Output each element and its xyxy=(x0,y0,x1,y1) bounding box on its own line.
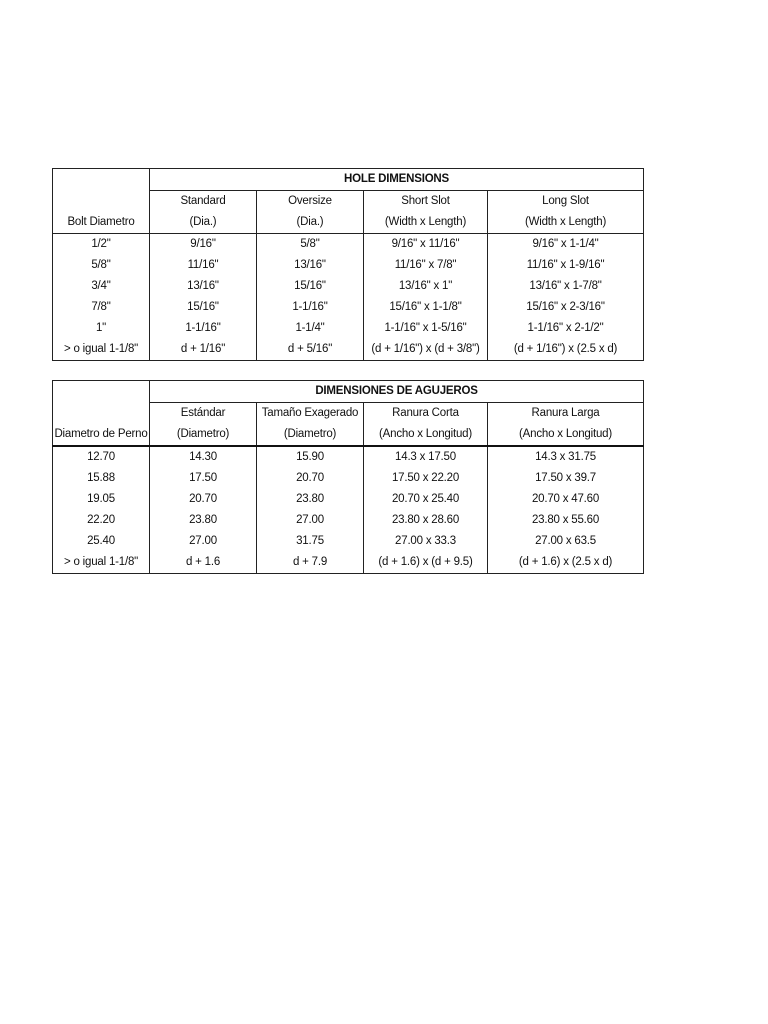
column-header: Ranura Corta xyxy=(364,403,488,425)
table-cell: > o igual 1-1/8" xyxy=(53,552,150,574)
hole-dimensions-table xyxy=(52,168,644,361)
table-cell: 19.05 xyxy=(53,489,150,510)
table-row xyxy=(53,531,644,552)
table-cell: 20.70 x 25.40 xyxy=(364,489,488,510)
column-subheader: (Ancho x Longitud) xyxy=(488,424,644,446)
table-cell: (d + 1/16") x (d + 3/8") xyxy=(364,339,488,361)
table-cell: 25.40 xyxy=(53,531,150,552)
column-subheader: (Diametro) xyxy=(150,424,257,446)
table-cell: 15/16" x 2-3/16" xyxy=(488,297,644,318)
table-cell: 23.80 x 28.60 xyxy=(364,510,488,531)
table-cell: 20.70 x 47.60 xyxy=(488,489,644,510)
table-cell: (d + 1/16") x (2.5 x d) xyxy=(488,339,644,361)
table-cell: (d + 1.6) x (d + 9.5) xyxy=(364,552,488,574)
table-cell: 11/16" xyxy=(150,255,257,276)
table-cell: 13/16" xyxy=(257,255,364,276)
table-cell: d + 7.9 xyxy=(257,552,364,574)
table-row xyxy=(53,234,644,256)
table-cell: 27.00 x 63.5 xyxy=(488,531,644,552)
row-header: Diametro de Perno xyxy=(53,424,150,446)
table-cell: 14.3 x 17.50 xyxy=(364,446,488,468)
table-cell: 15/16" xyxy=(257,276,364,297)
column-subheader: (Dia.) xyxy=(257,212,364,234)
table-cell: 5/8" xyxy=(53,255,150,276)
table-cell: 27.00 x 33.3 xyxy=(364,531,488,552)
table-cell: 20.70 xyxy=(257,468,364,489)
dimensiones-agujeros-table xyxy=(52,380,644,574)
table-title: DIMENSIONES DE AGUJEROS xyxy=(150,381,644,403)
table-cell: 13/16" x 1" xyxy=(364,276,488,297)
table-cell: 15/16" x 1-1/8" xyxy=(364,297,488,318)
column-header: Standard xyxy=(150,191,257,213)
column-subheader: (Width x Length) xyxy=(364,212,488,234)
table-cell: 20.70 xyxy=(150,489,257,510)
table-cell: d + 5/16" xyxy=(257,339,364,361)
table-cell: 1-1/16" x 2-1/2" xyxy=(488,318,644,339)
table-title: HOLE DIMENSIONS xyxy=(150,169,644,191)
column-header: Estándar xyxy=(150,403,257,425)
column-header: Short Slot xyxy=(364,191,488,213)
table-cell: 15.90 xyxy=(257,446,364,468)
table-row xyxy=(53,552,644,574)
column-subheader: (Width x Length) xyxy=(488,212,644,234)
table-cell: 1-1/16" xyxy=(150,318,257,339)
column-header: Tamaño Exagerado xyxy=(257,403,364,425)
table-cell: 9/16" xyxy=(150,234,257,256)
table-cell: 15/16" xyxy=(150,297,257,318)
row-header-spacer xyxy=(53,191,150,213)
table-cell: 9/16" x 11/16" xyxy=(364,234,488,256)
table-cell: 1-1/16" xyxy=(257,297,364,318)
table-row xyxy=(53,297,644,318)
corner-cell xyxy=(53,381,150,403)
table-cell: 9/16" x 1-1/4" xyxy=(488,234,644,256)
column-subheader: (Dia.) xyxy=(150,212,257,234)
table-cell: 14.30 xyxy=(150,446,257,468)
table-row xyxy=(53,489,644,510)
table-row xyxy=(53,339,644,361)
table-cell: 22.20 xyxy=(53,510,150,531)
table-cell: 14.3 x 31.75 xyxy=(488,446,644,468)
table-cell: 1" xyxy=(53,318,150,339)
table-cell: 15.88 xyxy=(53,468,150,489)
table-cell: 5/8" xyxy=(257,234,364,256)
table-cell: (d + 1.6) x (2.5 x d) xyxy=(488,552,644,574)
column-header: Oversize xyxy=(257,191,364,213)
table-row xyxy=(53,318,644,339)
table-row xyxy=(53,468,644,489)
table-cell: 13/16" x 1-7/8" xyxy=(488,276,644,297)
table-cell: 27.00 xyxy=(150,531,257,552)
table-cell: 1-1/16" x 1-5/16" xyxy=(364,318,488,339)
table-cell: > o igual 1-1/8" xyxy=(53,339,150,361)
column-subheader: (Diametro) xyxy=(257,424,364,446)
table-cell: 11/16" x 7/8" xyxy=(364,255,488,276)
table-cell: 17.50 x 22.20 xyxy=(364,468,488,489)
table-cell: 13/16" xyxy=(150,276,257,297)
table-cell: d + 1.6 xyxy=(150,552,257,574)
table-row xyxy=(53,276,644,297)
table-cell: 31.75 xyxy=(257,531,364,552)
table-cell: 12.70 xyxy=(53,446,150,468)
table-row xyxy=(53,510,644,531)
table-cell: 7/8" xyxy=(53,297,150,318)
table-cell: 17.50 xyxy=(150,468,257,489)
table-cell: 23.80 xyxy=(150,510,257,531)
table-row xyxy=(53,255,644,276)
row-header-spacer xyxy=(53,403,150,425)
table-cell: 1/2" xyxy=(53,234,150,256)
corner-cell xyxy=(53,169,150,191)
table-row xyxy=(53,446,644,468)
row-header: Bolt Diametro xyxy=(53,212,150,234)
table-cell: 23.80 xyxy=(257,489,364,510)
table-cell: 11/16" x 1-9/16" xyxy=(488,255,644,276)
column-header: Ranura Larga xyxy=(488,403,644,425)
table-cell: d + 1/16" xyxy=(150,339,257,361)
table-cell: 17.50 x 39.7 xyxy=(488,468,644,489)
table-cell: 1-1/4" xyxy=(257,318,364,339)
table-cell: 27.00 xyxy=(257,510,364,531)
column-subheader: (Ancho x Longitud) xyxy=(364,424,488,446)
table-cell: 23.80 x 55.60 xyxy=(488,510,644,531)
column-header: Long Slot xyxy=(488,191,644,213)
table-cell: 3/4" xyxy=(53,276,150,297)
